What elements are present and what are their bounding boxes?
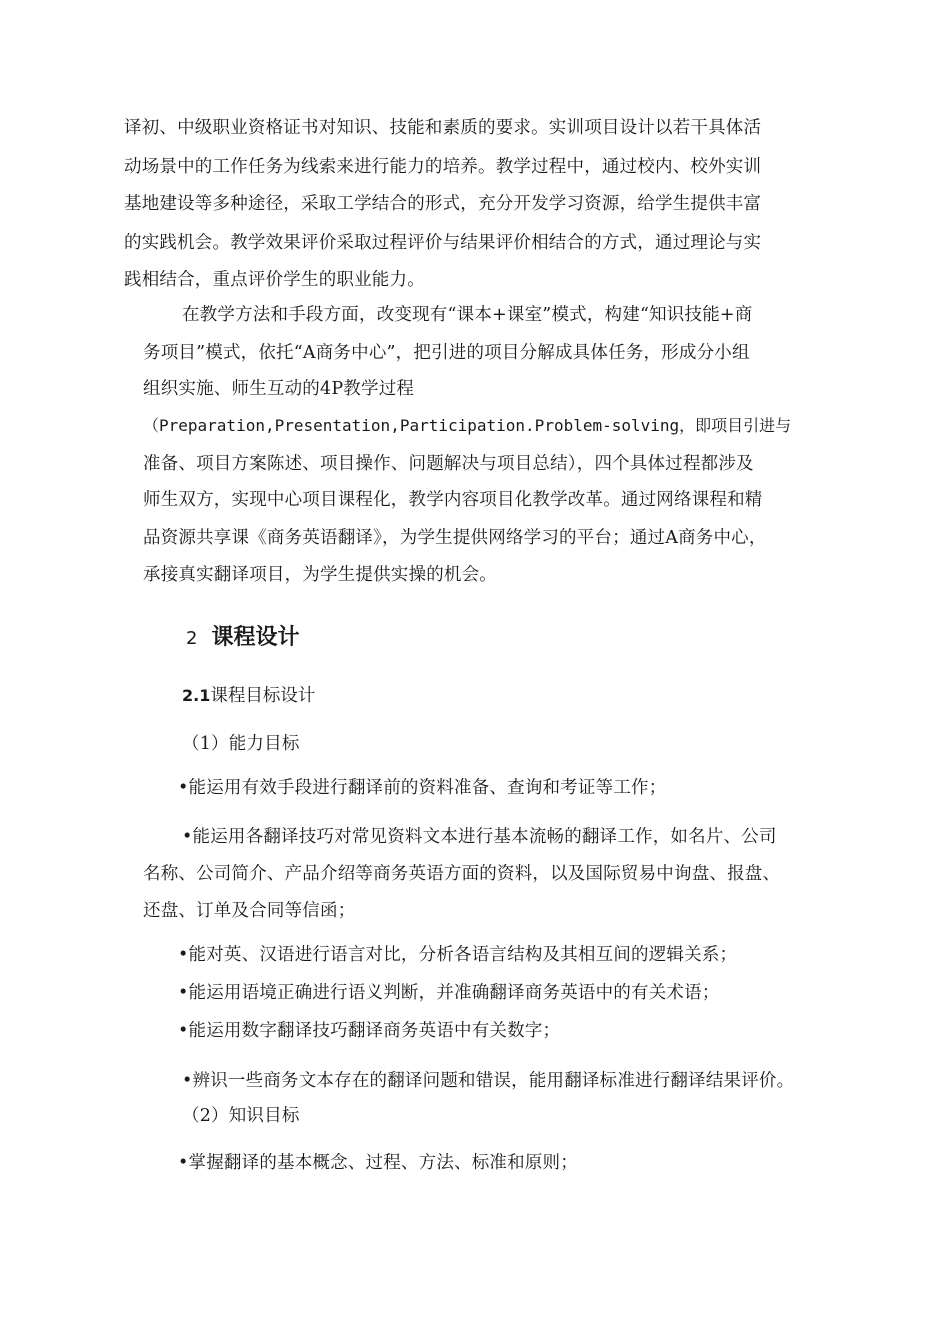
paragraph-1-line-4: 的实践机会。教学效果评价采取过程评价与结果评价相结合的方式，通过理论与实 xyxy=(124,233,762,253)
section-title: 课程设计 xyxy=(211,625,300,650)
ability-item-6: •辨识一些商务文本存在的翻译问题和错误，能用翻译标准进行翻译结果评价。 xyxy=(182,1071,795,1091)
ability-item-1: •能运用有效手段进行翻译前的资料准备、查询和考证等工作； xyxy=(178,778,667,798)
paragraph-2-line-3: 组织实施、师生互动的4P教学过程 xyxy=(143,379,415,399)
paragraph-2-line-5: 准备、项目方案陈述、项目操作、问题解决与项目总结），四个具体过程都涉及 xyxy=(143,454,754,474)
ability-objectives-heading: （1）能力目标 xyxy=(182,734,300,754)
knowledge-item-1: •掌握翻译的基本概念、过程、方法、标准和原则； xyxy=(178,1153,578,1173)
subsection-number: 2.1 xyxy=(182,686,211,705)
section-heading-2 xyxy=(186,624,299,653)
ability-item-2-line-3: 还盘、订单及合同等信函； xyxy=(143,901,356,921)
paragraph-2-line-1: 在教学方法和手段方面，改变现有“课本+课室”模式，构建“知识技能+商 xyxy=(182,305,753,325)
subsection-title: 课程目标设计 xyxy=(210,686,316,706)
paragraph-2-line-2: 务项目”模式，依托“A商务中心”，把引进的项目分解成具体任务，形成分小组 xyxy=(143,343,750,363)
paragraph-1-line-5: 践相结合，重点评价学生的职业能力。 xyxy=(124,270,425,290)
paragraph-2-line-4: （Preparation,Presentation,Participation.Problem-solving，即项目引进与 xyxy=(143,416,792,435)
paragraph-2-line-6: 师生双方，实现中心项目课程化，教学内容项目化教学改革。通过网络课程和精 xyxy=(143,490,763,510)
ability-item-2-line-2: 名称、公司简介、产品介绍等商务英语方面的资料，以及国际贸易中询盘、报盘、 xyxy=(143,864,781,884)
paragraph-1-line-2: 动场景中的工作任务为线索来进行能力的培养。教学过程中，通过校内、校外实训 xyxy=(124,157,762,177)
subsection-heading-2-1 xyxy=(182,684,315,708)
section-number: 2 xyxy=(186,628,198,649)
paragraph-2-line-8: 承接真实翻译项目，为学生提供实操的机会。 xyxy=(143,565,497,585)
ability-item-2-line-1: •能运用各翻译技巧对常见资料文本进行基本流畅的翻译工作，如名片、公司 xyxy=(182,827,777,847)
knowledge-objectives-heading: （2）知识目标 xyxy=(182,1106,300,1126)
ability-item-4: •能运用语境正确进行语义判断，并准确翻译商务英语中的有关术语； xyxy=(178,983,720,1003)
paragraph-1-line-1: 译初、中级职业资格证书对知识、技能和素质的要求。实训项目设计以若干具体活 xyxy=(124,118,762,138)
paragraph-1-line-3: 基地建设等多种途径，采取工学结合的形式，充分开发学习资源，给学生提供丰富 xyxy=(124,194,762,214)
paragraph-2-line-7: 品资源共享课《商务英语翻译》，为学生提供网络学习的平台；通过A商务中心， xyxy=(143,528,767,548)
ability-item-3: •能对英、汉语进行语言对比，分析各语言结构及其相互间的逻辑关系； xyxy=(178,945,738,965)
ability-item-5: •能运用数字翻译技巧翻译商务英语中有关数字； xyxy=(178,1021,561,1041)
